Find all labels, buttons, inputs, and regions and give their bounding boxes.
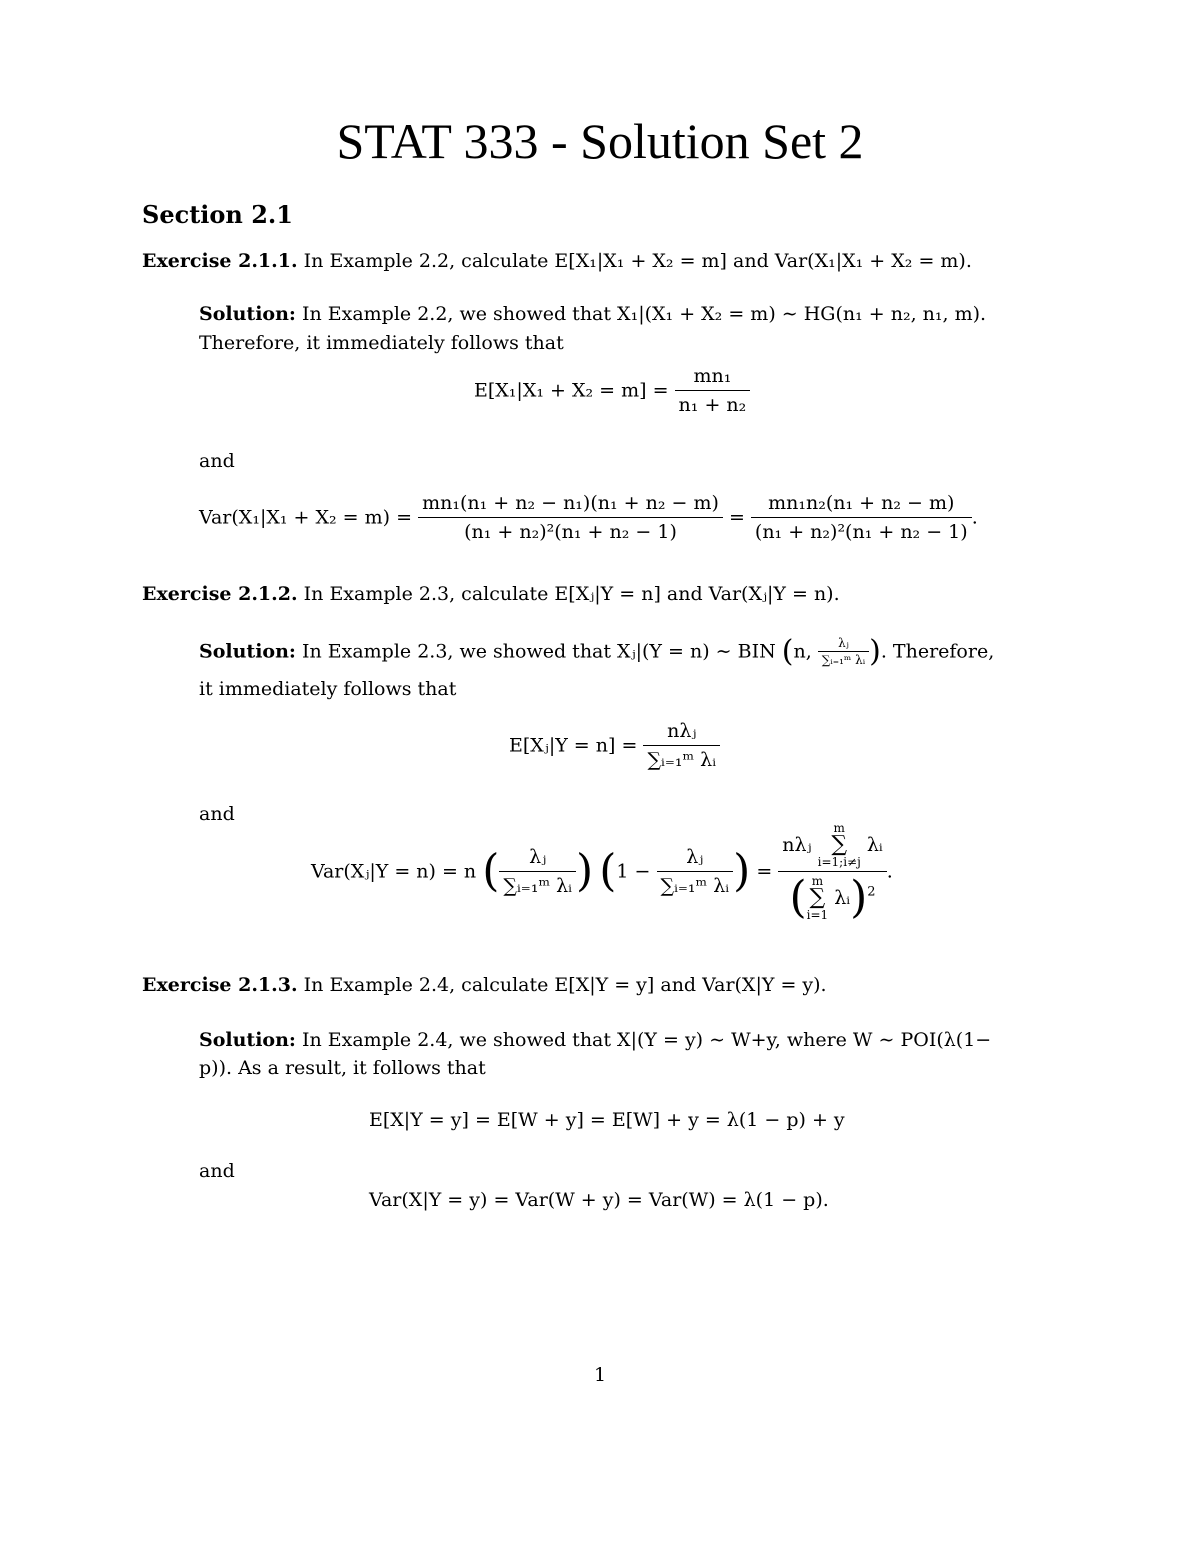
solution-label: Solution: [199, 303, 296, 325]
fraction-denominator: ∑ᵢ₌₁ᵐ λᵢ [499, 871, 576, 897]
and-text: and [199, 803, 235, 825]
equation-lhs: Var(Xⱼ|Y = n) = n [311, 860, 477, 883]
document-title: STAT 333 - Solution Set 2 [336, 113, 864, 169]
fraction-denominator: ∑ᵢ₌₁ᵐ λᵢ [657, 871, 734, 897]
fraction [499, 846, 576, 897]
sum-sigma: ∑ [831, 832, 848, 857]
bin-n: n, [793, 640, 812, 663]
bin-fraction [818, 636, 869, 667]
ex1-equation-expectation [474, 365, 750, 416]
fraction-numerator: λⱼ [838, 636, 849, 650]
ex1-equation-variance [199, 492, 978, 543]
equals-sign: = [728, 506, 745, 529]
paren: ( [482, 845, 500, 897]
paren: ( [599, 845, 617, 897]
fraction [418, 492, 723, 543]
fraction-numerator: nλⱼ [667, 720, 697, 742]
sum-symbol [818, 822, 861, 868]
exercise-2-1-2-solution-line1 [199, 634, 994, 669]
and-text: and [199, 450, 235, 472]
sum-symbol [807, 875, 829, 921]
sum-bottom: i=1 [806, 908, 829, 922]
solution-label: Solution: [199, 1029, 296, 1051]
exercise-label: Exercise 2.1.3. [142, 974, 298, 996]
term: λᵢ [866, 834, 883, 856]
coef: nλⱼ [782, 834, 812, 856]
period: . [971, 506, 978, 529]
fraction-denominator: (n₁ + n₂)²(n₁ + n₂ − 1) [751, 517, 972, 543]
fraction-numerator: mn₁(n₁ + n₂ − n₁)(n₁ + n₂ − m) [422, 492, 719, 514]
exercise-label: Exercise 2.1.2. [142, 583, 298, 605]
fraction-numerator: λⱼ [686, 846, 704, 868]
fraction-numerator: mn₁ [693, 365, 732, 387]
one-minus: 1 − [616, 860, 651, 883]
fraction-denominator: n₁ + n₂ [675, 390, 751, 416]
solution-text: In Example 2.2, we showed that X₁|(X₁ + X₂ = m) ∼ HG(n₁ + n₂, n₁, m). [301, 303, 987, 325]
sum-bottom: i=1;i≠j [817, 855, 861, 869]
sum-top: m [833, 821, 845, 835]
paren: ( [789, 872, 807, 923]
fraction-denominator: ∑ᵢ₌₁ᵐ λᵢ [818, 651, 869, 667]
solution-label: Solution: [199, 640, 296, 663]
fraction-denominator [778, 871, 886, 921]
exercise-2-1-2-prompt [142, 583, 840, 605]
exercise-2-1-1-solution-line1 [199, 303, 986, 325]
fraction [657, 846, 734, 897]
ex3-equation-expectation: E[X|Y = y] = E[W + y] = E[W] + y = λ(1 − p) + y [369, 1109, 845, 1131]
exercise-2-1-3-prompt [142, 974, 827, 996]
exercise-2-1-1-solution-line2: Therefore, it immediately follows that [199, 332, 564, 354]
exercise-label: Exercise 2.1.1. [142, 250, 298, 272]
and-text: and [199, 1160, 235, 1182]
equation-lhs: E[Xⱼ|Y = n] = [509, 734, 638, 757]
exercise-2-1-3-solution-line1 [199, 1029, 991, 1051]
equation-lhs: E[X₁|X₁ + X₂ = m] = [474, 379, 669, 402]
ex2-equation-expectation [509, 720, 720, 771]
solution-text: In Example 2.3, we showed that Xⱼ|(Y = n) ∼ BIN [301, 640, 776, 663]
paren: ) [576, 845, 594, 897]
paren: ) [850, 872, 868, 923]
equation-lhs: Var(X₁|X₁ + X₂ = m) = [199, 506, 413, 529]
fraction-numerator: λⱼ [529, 846, 547, 868]
fraction [675, 365, 751, 416]
term: λᵢ [834, 887, 851, 909]
fraction-numerator [778, 822, 886, 871]
solution-text: . Therefore, [880, 640, 995, 663]
fraction [778, 822, 886, 921]
exercise-text: In Example 2.2, calculate E[X₁|X₁ + X₂ = m] and Var(X₁|X₁ + X₂ = m). [303, 250, 972, 272]
fraction-numerator: mn₁n₂(n₁ + n₂ − m) [768, 492, 955, 514]
bin-open-paren: ( [781, 634, 794, 669]
section-heading: Section 2.1 [142, 200, 293, 229]
fraction-denominator: (n₁ + n₂)²(n₁ + n₂ − 1) [418, 517, 723, 543]
exercise-2-1-2-solution-line2: it immediately follows that [199, 678, 457, 700]
exercise-text: In Example 2.3, calculate E[Xⱼ|Y = n] and Var(Xⱼ|Y = n). [303, 583, 840, 605]
exercise-2-1-1-prompt [142, 250, 972, 272]
sum-top: m [811, 874, 824, 888]
period: . [886, 860, 893, 883]
fraction [751, 492, 972, 543]
bin-close-paren: ) [869, 634, 881, 669]
solution-text: In Example 2.4, we showed that X|(Y = y) ∼ W+y, where W ∼ POI(λ(1− [301, 1029, 992, 1051]
exercise-2-1-3-solution-line2: p)). As a result, it follows that [199, 1057, 486, 1079]
equals-sign: = [756, 860, 773, 883]
exercise-text: In Example 2.4, calculate E[X|Y = y] and Var(X|Y = y). [303, 974, 827, 996]
ex3-equation-variance: Var(X|Y = y) = Var(W + y) = Var(W) = λ(1 − p). [369, 1189, 829, 1211]
sum-sigma: ∑ [809, 885, 826, 910]
power: 2 [867, 884, 876, 900]
fraction [643, 720, 720, 771]
paren: ) [733, 845, 751, 897]
fraction-denominator: ∑ᵢ₌₁ᵐ λᵢ [643, 745, 720, 771]
ex2-equation-variance [311, 822, 893, 921]
page-number: 1 [593, 1364, 607, 1386]
